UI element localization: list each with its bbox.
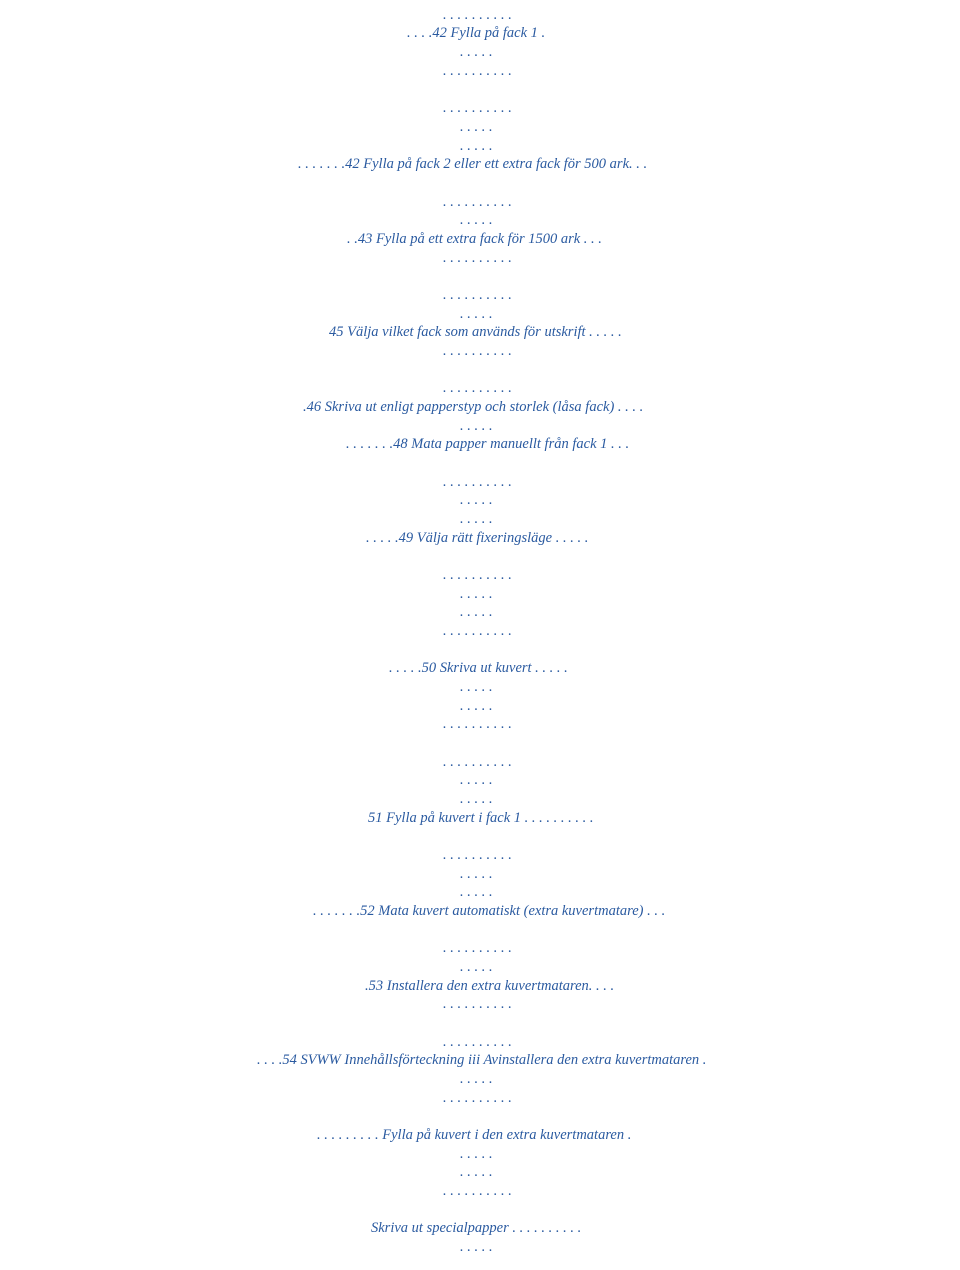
toc-line: 51 Fylla på kuvert i fack 1 . . . . . . . . . . (368, 810, 594, 826)
toc-line: . . . . . (460, 418, 493, 434)
toc-line: . . . . . . . . . . (443, 380, 512, 396)
toc-line: . . . . . . . . . . (443, 343, 512, 359)
toc-line: . .43 Fylla på ett extra fack för 1500 ark . . . (347, 231, 602, 247)
toc-line: . . . . . (460, 492, 493, 508)
toc-line: . . . . . . .52 Mata kuvert automatiskt (extra kuvertmatare) . . . (313, 903, 666, 919)
toc-line: . . . . . . . . . Fylla på kuvert i den extra kuvertmataren . (317, 1127, 632, 1143)
toc-line: . . . . . . . . . . (443, 1090, 512, 1106)
toc-line: . . . . . (460, 604, 493, 620)
toc-line: . . . . . (460, 1146, 493, 1162)
toc-line: . . . . . (460, 884, 493, 900)
toc-line: . . . . . (460, 698, 493, 714)
toc-line: . . . . . (460, 1239, 493, 1255)
toc-line: . . . . . (460, 119, 493, 135)
toc-line: . . . . . . . . . . (443, 474, 512, 490)
toc-line: . . . . . . . . . . (443, 567, 512, 583)
toc-line: . . . .42 Fylla på fack 1 . (407, 25, 546, 41)
toc-line: . . . . . (460, 959, 493, 975)
toc-line: 45 Välja vilket fack som används för utskrift . . . . . (329, 324, 622, 340)
toc-line: . . . . . (460, 306, 493, 322)
toc-line: . . . . . (460, 772, 493, 788)
toc-line: . . . . . (460, 212, 493, 228)
toc-line: . . . . . . . . . . (443, 1183, 512, 1199)
toc-line: . . . . . . . . . . (443, 100, 512, 116)
toc-line: . . . . . . . . . . (443, 754, 512, 770)
toc-line: . . . . . . . . . . (443, 7, 512, 23)
toc-line: .53 Installera den extra kuvertmataren. . . . (365, 978, 615, 994)
toc-line: . . . . .50 Skriva ut kuvert . . . . . (389, 660, 568, 676)
toc-line: . . . . . (460, 586, 493, 602)
toc-line: . . . . . . . . . . (443, 847, 512, 863)
toc-line: . . . . . . .42 Fylla på fack 2 eller ett extra fack för 500 ark. . . (298, 156, 648, 172)
toc-line: . . . . . . . . . . (443, 287, 512, 303)
toc-line: . . . . . . . . . . (443, 250, 512, 266)
toc-line: . . . . . . . . . . (443, 623, 512, 639)
toc-line: . . . . . . . . . . (443, 1034, 512, 1050)
toc-line: . . . . .49 Välja rätt fixeringsläge . . . . . (366, 530, 589, 546)
toc-line: . . . . . (460, 1164, 493, 1180)
toc-line: . . . . . . .48 Mata papper manuellt från fack 1 . . . (346, 436, 630, 452)
toc-line: . . . . . . . . . . (443, 716, 512, 732)
toc-line: . . . . . (460, 511, 493, 527)
toc-line: Skriva ut specialpapper . . . . . . . . . . (371, 1220, 582, 1236)
toc-line: . . . . . (460, 1071, 493, 1087)
toc-line: . . . . . . . . . . (443, 63, 512, 79)
toc-line: . . . . . (460, 791, 493, 807)
toc-line: . . . . . (460, 138, 493, 154)
toc-line: . . . . . (460, 679, 493, 695)
toc-line: . . . . . . . . . . (443, 996, 512, 1012)
toc-line: . . . .54 SVWW Innehållsförteckning iii Avinstallera den extra kuvertmataren . (257, 1052, 707, 1068)
toc-line: . . . . . (460, 44, 493, 60)
toc-line: . . . . . (460, 866, 493, 882)
toc-line: .46 Skriva ut enligt papperstyp och storlek (låsa fack) . . . . (303, 399, 644, 415)
toc-line: . . . . . . . . . . (443, 194, 512, 210)
toc-line: . . . . . . . . . . (443, 940, 512, 956)
